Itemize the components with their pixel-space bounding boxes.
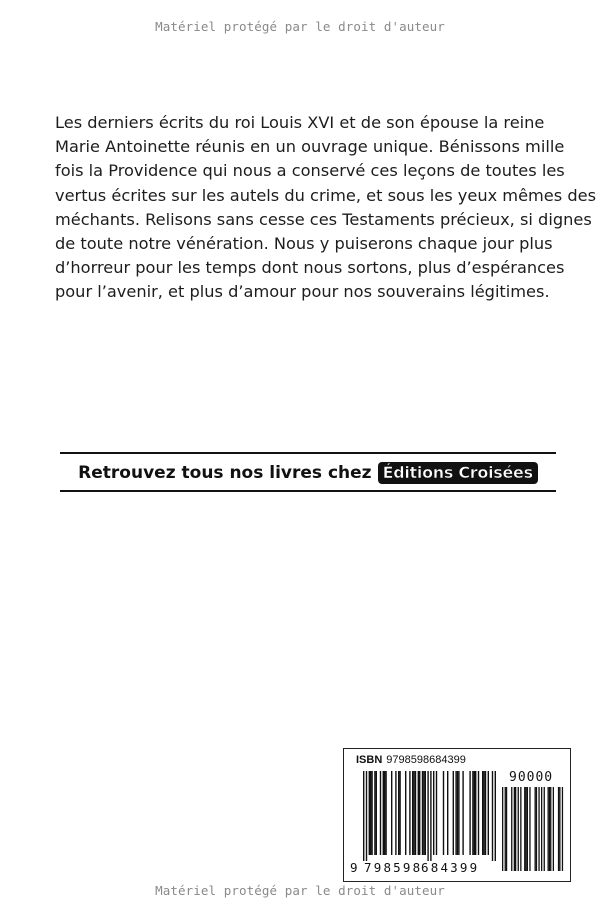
barcode-bar <box>430 771 431 861</box>
addon-bar <box>511 787 512 871</box>
barcode-bar <box>422 771 423 855</box>
addon-bar <box>527 787 528 871</box>
barcode-bar <box>488 771 489 855</box>
addon-bar <box>544 787 545 871</box>
barcode-bar <box>478 771 479 855</box>
blurb-line: méchants. Relisons sans cesse ces Testaments précieux, si dignes <box>55 209 592 229</box>
addon-bar <box>535 787 536 871</box>
addon-bar <box>502 787 503 871</box>
addon-bar <box>514 787 515 871</box>
barcode-bar <box>398 771 399 855</box>
barcode-bar <box>482 771 483 855</box>
blurb-line: Les derniers écrits du roi Louis XVI et de son épouse la reine <box>55 113 545 132</box>
addon-bar <box>550 787 551 871</box>
addon-bar <box>562 787 563 871</box>
addon-bar <box>548 787 549 871</box>
barcode-bar <box>472 771 473 855</box>
addon-bar <box>520 787 521 871</box>
barcode-bar <box>475 771 476 855</box>
addon-bar <box>505 787 506 871</box>
barcode-bar <box>370 771 371 855</box>
barcode-bar <box>380 771 381 855</box>
barcode-bar <box>423 771 424 855</box>
barcode-bar <box>366 771 367 861</box>
addon-bar <box>536 787 537 871</box>
copyright-watermark-bottom: Matériel protégé par le droit d'auteur <box>155 883 445 898</box>
addon-bar <box>524 787 525 871</box>
publisher-promo <box>60 458 556 488</box>
barcode-bar <box>399 771 400 855</box>
barcode-bar <box>418 771 419 855</box>
blurb-line: pour l’avenir, et plus d’amour pour nos souverains légitimes. <box>55 282 550 302</box>
barcode-bar <box>384 771 385 855</box>
barcode-bar <box>376 771 377 855</box>
barcode-bar <box>391 771 392 855</box>
isbn-label: ISBN <box>356 754 383 766</box>
addon-bar <box>558 787 559 871</box>
barcode-bar <box>412 771 413 855</box>
barcode-digit-first: 9 <box>350 860 358 875</box>
barcode-bar <box>383 771 384 855</box>
barcode-bar <box>458 771 459 855</box>
blurb-line: de toute notre vénération. Nous y puiserons chaque jour plus <box>55 234 553 254</box>
addon-bar <box>515 787 516 871</box>
isbn-barcode <box>343 748 571 882</box>
blurb-line: fois la Providence qui nous a conservé ces leçons de toutes les <box>55 161 565 181</box>
barcode-bar <box>385 771 386 855</box>
barcode-bar <box>443 771 444 855</box>
barcode-bar <box>425 771 426 855</box>
publisher-logo: Éditions Croisées <box>378 462 538 484</box>
barcode-bar <box>469 771 470 855</box>
barcode-bar <box>415 771 416 855</box>
addon-bar <box>518 787 519 871</box>
barcode-bar <box>485 771 486 855</box>
isbn-number: 9798598684399 <box>386 754 466 766</box>
addon-bar <box>559 787 560 871</box>
barcode-bar <box>447 771 448 855</box>
addon-bar <box>529 787 530 871</box>
back-cover-blurb <box>55 111 597 305</box>
barcode-bar <box>405 771 406 855</box>
barcode-bar <box>363 771 364 861</box>
barcode-bar <box>474 771 475 855</box>
barcode-bar <box>427 771 428 861</box>
blurb-line: d’horreur pour les temps dont nous sortons, plus d’espérances <box>55 258 565 278</box>
barcode-bar <box>369 771 370 855</box>
barcode-digits-left: 798598 <box>364 860 423 875</box>
addon-bar <box>549 787 550 871</box>
barcode-bar <box>495 771 496 861</box>
blurb-line: Marie Antoinette réunis en un ouvrage unique. Bénissons mille <box>55 137 565 157</box>
barcode-bar <box>436 771 437 855</box>
barcode-bar <box>374 771 375 855</box>
price-code: 90000 <box>509 770 554 785</box>
barcode-bar <box>457 771 458 855</box>
divider-top <box>60 452 556 454</box>
barcode-bar <box>419 771 420 855</box>
addon-bar <box>541 787 542 871</box>
barcode-bar <box>413 771 414 855</box>
barcode-bar <box>492 771 493 861</box>
barcode-bar <box>455 771 456 855</box>
copyright-watermark-top: Matériel protégé par le droit d'auteur <box>155 19 445 34</box>
barcode-bar <box>483 771 484 855</box>
addon-bar <box>506 787 507 871</box>
barcode-bar <box>453 771 454 855</box>
addon-bar <box>538 787 539 871</box>
barcode-bar <box>371 771 372 855</box>
divider-bottom <box>60 490 556 492</box>
blurb-line: vertus écrites sur les autels du crime, et sous les yeux mêmes des <box>55 185 597 205</box>
addon-bar <box>553 787 554 871</box>
addon-bar <box>525 787 526 871</box>
barcode-bar <box>409 771 410 855</box>
barcode-digits-right: 684399 <box>421 860 480 875</box>
promo-text: Retrouvez tous nos livres chez <box>78 463 372 483</box>
barcode-bar <box>395 771 396 855</box>
barcode-bar <box>462 771 463 855</box>
barcode-bar <box>433 771 434 855</box>
